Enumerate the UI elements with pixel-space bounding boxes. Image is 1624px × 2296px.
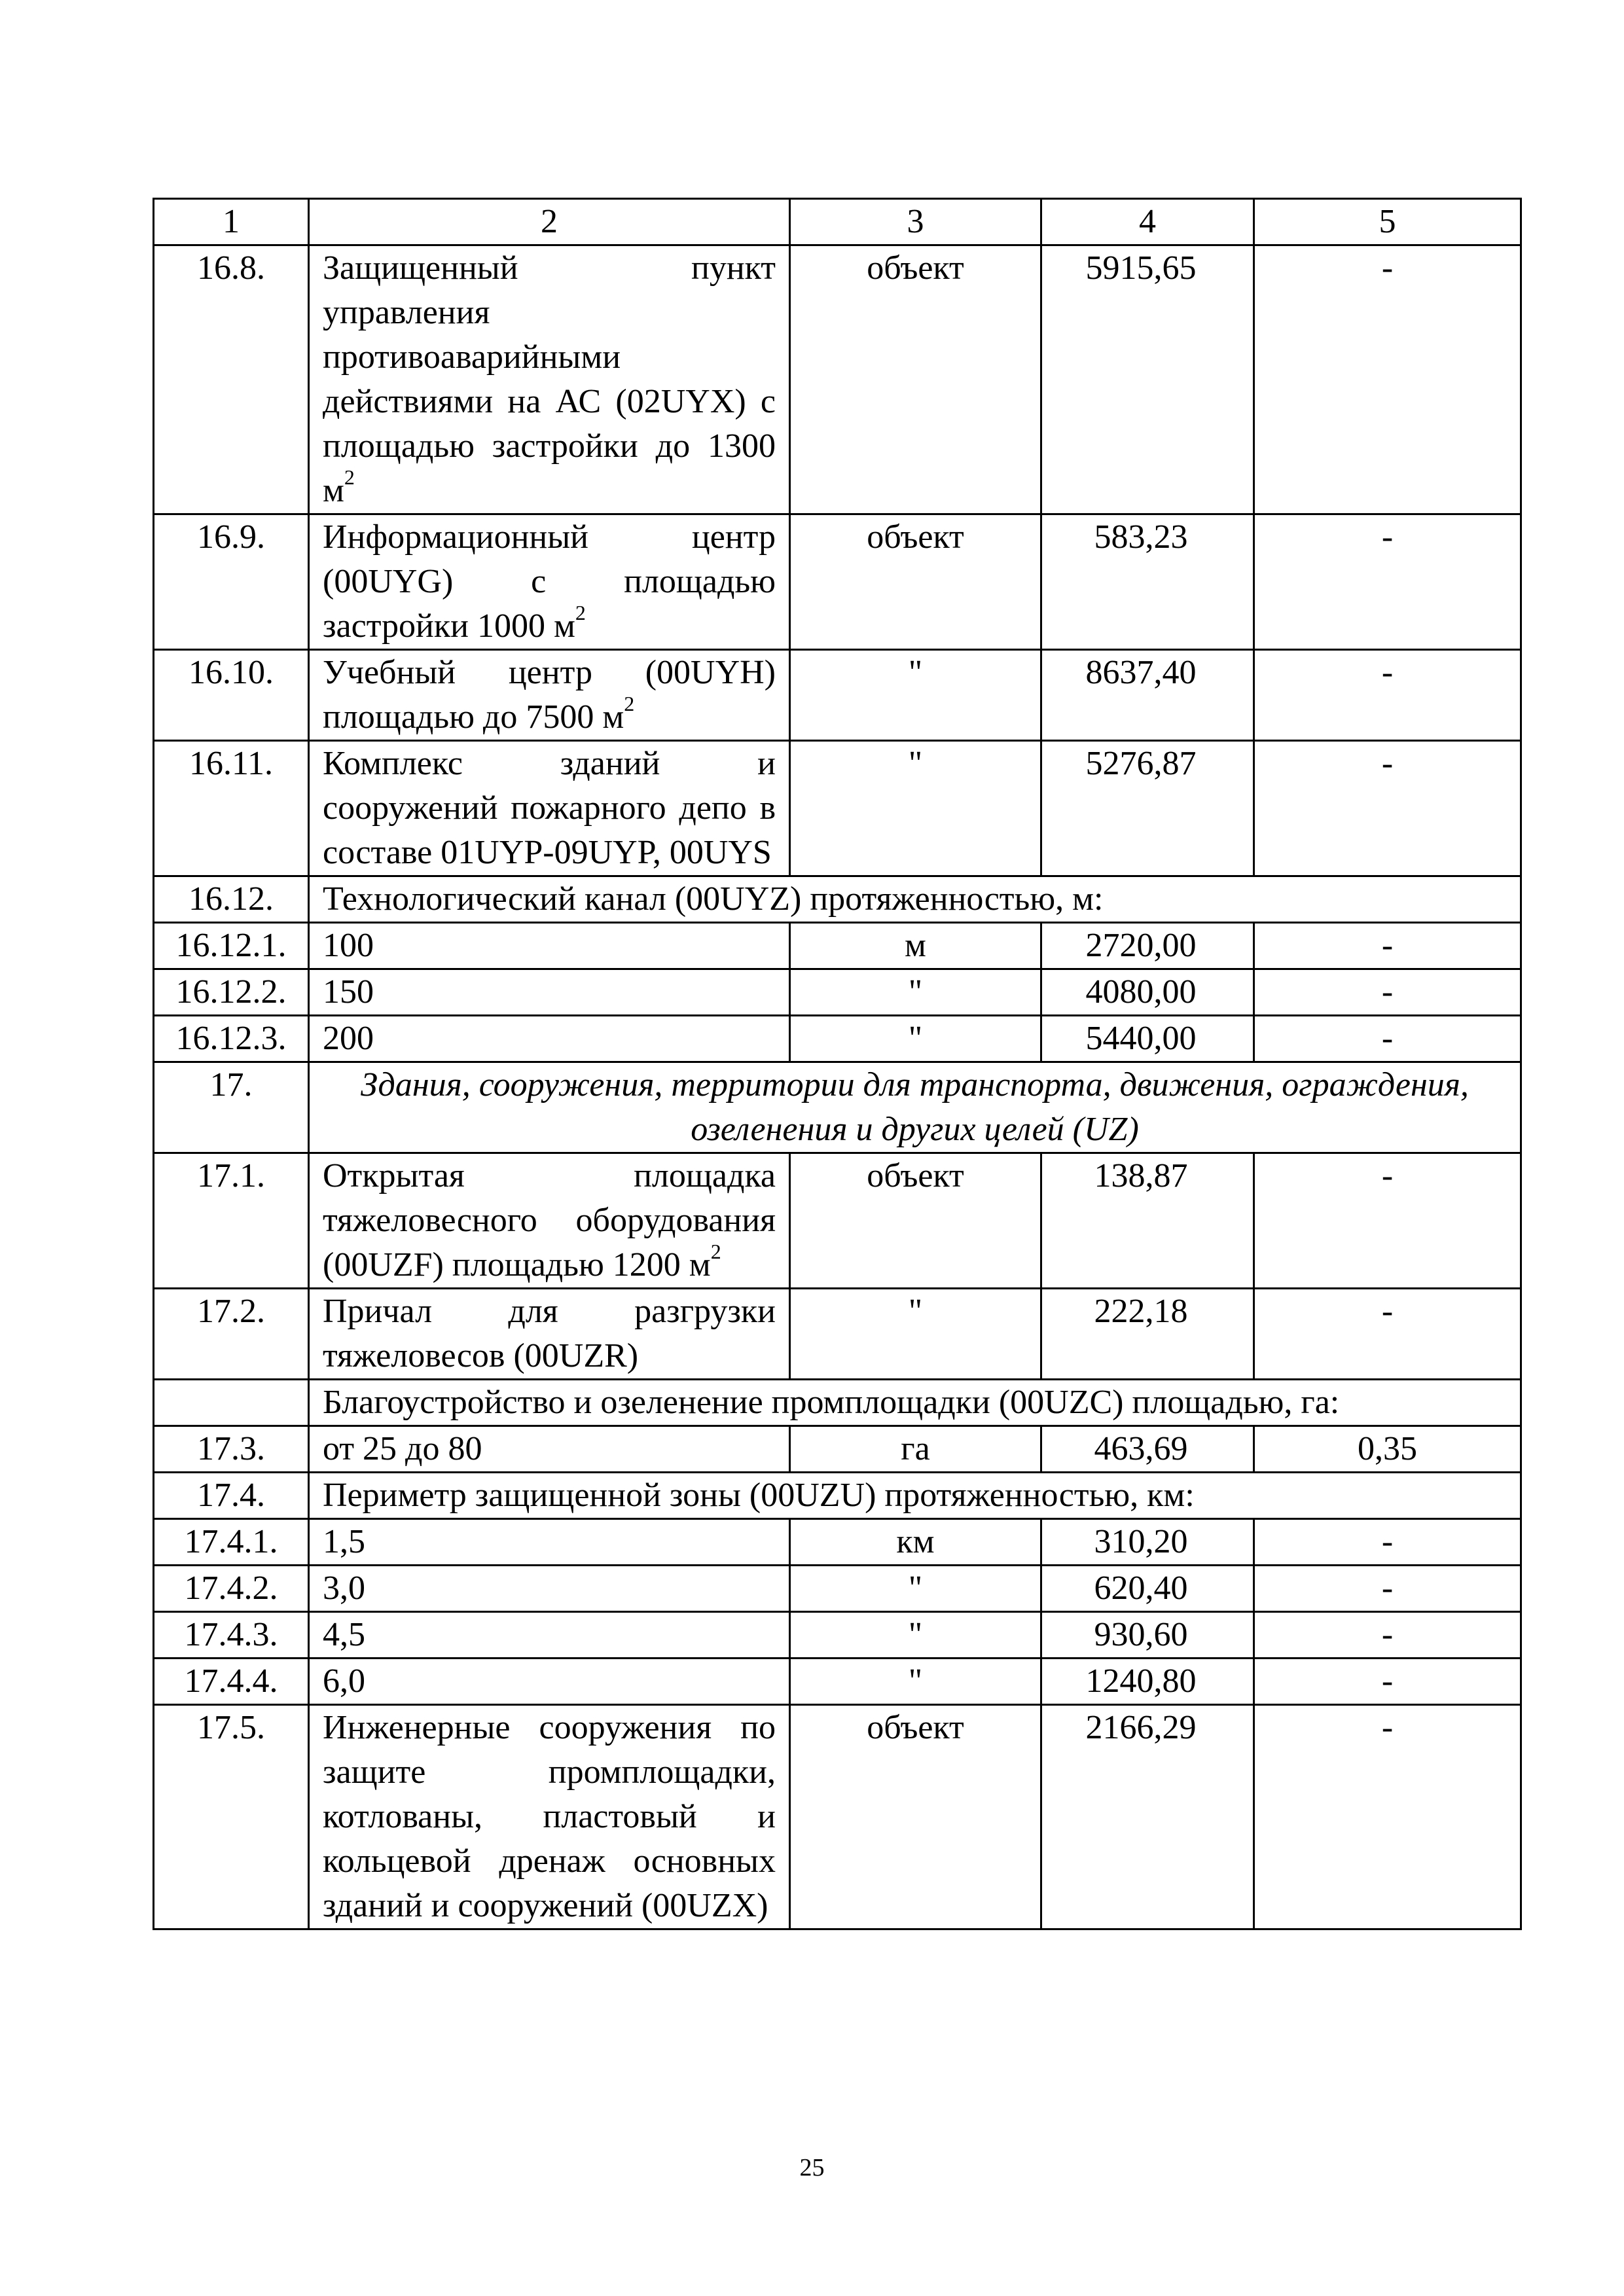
price-cell: 463,69 [1041, 1426, 1254, 1473]
description-text: Открытая площадка тяжеловесного оборудования (00UZF) площадью 1200 м [323, 1157, 776, 1283]
superscript: 2 [624, 692, 635, 715]
price-cell: 222,18 [1041, 1289, 1254, 1380]
description-text: Комплекс зданий и сооружений пожарного депо в составе 01UYP-09UYP, 00UYS [323, 745, 776, 871]
section-heading: Здания, сооружения, территории для транспорта, движения, ограждения, озеленения и других целей (UZ) [309, 1062, 1521, 1153]
description-text: 3,0 [323, 1570, 365, 1607]
header-cell-4: 4 [1041, 199, 1254, 245]
item-number: 17. [154, 1062, 309, 1153]
superscript: 2 [344, 465, 355, 489]
item-number: 17.1. [154, 1153, 309, 1289]
price-cell: 930,60 [1041, 1612, 1254, 1659]
table-row [154, 1566, 1521, 1612]
unit-cell: " [790, 1659, 1041, 1705]
price-cell: 2166,29 [1041, 1705, 1254, 1929]
header-row [154, 199, 1521, 245]
description-text: 200 [323, 1020, 374, 1057]
price-cell: 620,40 [1041, 1566, 1254, 1612]
item-number [154, 1380, 309, 1426]
item-description [309, 1612, 790, 1659]
table-row [154, 1016, 1521, 1062]
unit-cell: объект [790, 1705, 1041, 1929]
coefficient-cell: - [1254, 1612, 1521, 1659]
description-text: Информационный центр (00UYG) с площадью застройки 1000 м [323, 518, 776, 645]
item-number: 17.3. [154, 1426, 309, 1473]
item-description [309, 650, 790, 741]
item-number: 17.4.4. [154, 1659, 309, 1705]
coefficient-cell: - [1254, 741, 1521, 876]
unit-cell: " [790, 1566, 1041, 1612]
table-row [154, 1705, 1521, 1929]
item-description [309, 1153, 790, 1289]
table-row [154, 969, 1521, 1016]
coefficient-cell: 0,35 [1254, 1426, 1521, 1473]
table-row [154, 1612, 1521, 1659]
price-cell: 4080,00 [1041, 969, 1254, 1016]
coefficient-cell: - [1254, 1705, 1521, 1929]
coefficient-cell: - [1254, 514, 1521, 650]
coefficient-cell: - [1254, 245, 1521, 514]
price-table [153, 198, 1522, 1930]
description-text: 1,5 [323, 1523, 365, 1560]
item-number: 17.4.2. [154, 1566, 309, 1612]
item-number: 16.12.2. [154, 969, 309, 1016]
table-row [154, 876, 1521, 923]
group-heading: Благоустройство и озеленение промплощадки (00UZC) площадью, га: [309, 1380, 1521, 1426]
description-text: Инженерные сооружения по защите промплощадки, котлованы, пластовый и кольцевой дренаж основных зданий и сооружений (00UZX) [323, 1709, 776, 1924]
price-cell: 1240,80 [1041, 1659, 1254, 1705]
price-cell: 583,23 [1041, 514, 1254, 650]
coefficient-cell: - [1254, 969, 1521, 1016]
item-number: 17.4.1. [154, 1519, 309, 1566]
header-cell-3: 3 [790, 199, 1041, 245]
unit-cell: га [790, 1426, 1041, 1473]
unit-cell: " [790, 969, 1041, 1016]
item-description [309, 741, 790, 876]
item-number: 17.4. [154, 1473, 309, 1519]
description-text: 100 [323, 927, 374, 964]
item-description [309, 1705, 790, 1929]
item-number: 17.2. [154, 1289, 309, 1380]
item-number: 17.4.3. [154, 1612, 309, 1659]
header-cell-5: 5 [1254, 199, 1521, 245]
unit-cell: " [790, 650, 1041, 741]
item-number: 16.12.3. [154, 1016, 309, 1062]
table-row [154, 1473, 1521, 1519]
unit-cell: " [790, 1016, 1041, 1062]
table-row [154, 741, 1521, 876]
coefficient-cell: - [1254, 1519, 1521, 1566]
item-number: 16.11. [154, 741, 309, 876]
item-description [309, 923, 790, 969]
price-cell: 138,87 [1041, 1153, 1254, 1289]
description-text: Причал для разгрузки тяжеловесов (00UZR) [323, 1293, 776, 1374]
price-cell: 5915,65 [1041, 245, 1254, 514]
group-heading: Технологический канал (00UYZ) протяженностью, м: [309, 876, 1521, 923]
coefficient-cell: - [1254, 1016, 1521, 1062]
item-number: 16.9. [154, 514, 309, 650]
item-number: 17.5. [154, 1705, 309, 1929]
unit-cell: объект [790, 1153, 1041, 1289]
item-description [309, 245, 790, 514]
coefficient-cell: - [1254, 923, 1521, 969]
table-row [154, 1289, 1521, 1380]
item-description [309, 969, 790, 1016]
table-row [154, 1153, 1521, 1289]
unit-cell: м [790, 923, 1041, 969]
description-text: от 25 до 80 [323, 1430, 482, 1467]
price-cell: 310,20 [1041, 1519, 1254, 1566]
header-cell-2: 2 [309, 199, 790, 245]
table-row [154, 923, 1521, 969]
page-number: 25 [799, 2154, 825, 2181]
price-cell: 5276,87 [1041, 741, 1254, 876]
table-row [154, 514, 1521, 650]
coefficient-cell: - [1254, 1153, 1521, 1289]
unit-cell: объект [790, 514, 1041, 650]
unit-cell: " [790, 1289, 1041, 1380]
coefficient-cell: - [1254, 1289, 1521, 1380]
table-row [154, 1062, 1521, 1153]
table-row [154, 1659, 1521, 1705]
item-description [309, 1519, 790, 1566]
coefficient-cell: - [1254, 1659, 1521, 1705]
item-description [309, 1566, 790, 1612]
item-number: 16.12. [154, 876, 309, 923]
description-text: Учебный центр (00UYH) площадью до 7500 м [323, 654, 776, 736]
group-heading: Периметр защищенной зоны (00UZU) протяженностью, км: [309, 1473, 1521, 1519]
coefficient-cell: - [1254, 1566, 1521, 1612]
table-row [154, 1519, 1521, 1566]
description-text: 4,5 [323, 1616, 365, 1653]
price-cell: 5440,00 [1041, 1016, 1254, 1062]
superscript: 2 [710, 1240, 721, 1263]
header-cell-1: 1 [154, 199, 309, 245]
table-row [154, 1426, 1521, 1473]
superscript: 2 [575, 601, 586, 624]
item-description [309, 1289, 790, 1380]
description-text: Защищенный пункт управления противоаварийными действиями на АС (02UYX) с площадью застройки до 1300 м [323, 249, 776, 509]
item-number: 16.8. [154, 245, 309, 514]
item-description [309, 1659, 790, 1705]
price-cell: 8637,40 [1041, 650, 1254, 741]
item-number: 16.12.1. [154, 923, 309, 969]
item-description [309, 1426, 790, 1473]
unit-cell: км [790, 1519, 1041, 1566]
item-number: 16.10. [154, 650, 309, 741]
table-row [154, 650, 1521, 741]
description-text: 6,0 [323, 1662, 365, 1700]
table-row [154, 1380, 1521, 1426]
unit-cell: " [790, 741, 1041, 876]
coefficient-cell: - [1254, 650, 1521, 741]
unit-cell: объект [790, 245, 1041, 514]
unit-cell: " [790, 1612, 1041, 1659]
item-description [309, 514, 790, 650]
table-row [154, 245, 1521, 514]
price-cell: 2720,00 [1041, 923, 1254, 969]
item-description [309, 1016, 790, 1062]
description-text: 150 [323, 973, 374, 1011]
